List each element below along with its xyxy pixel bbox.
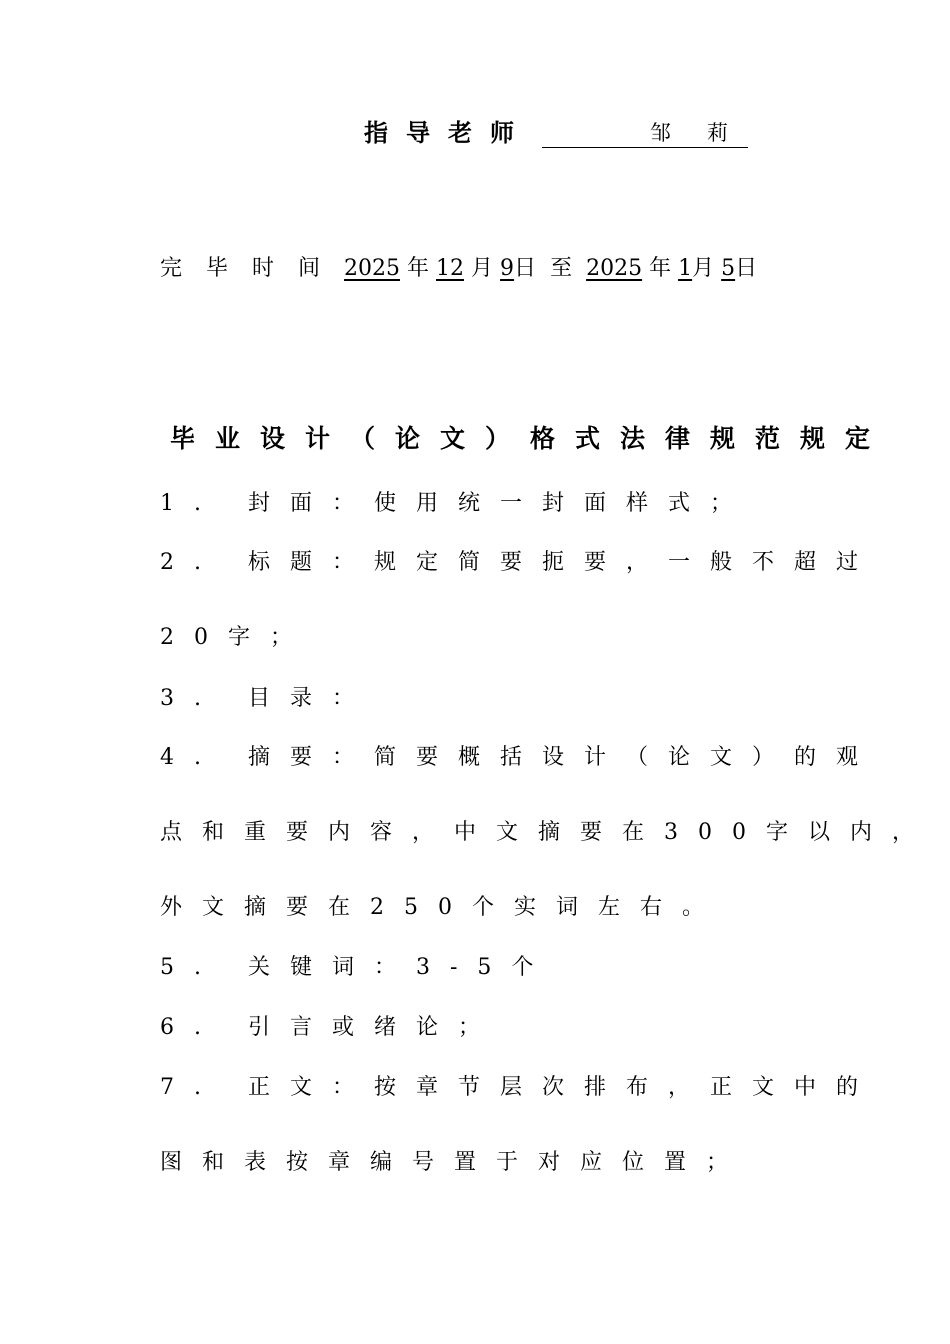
- start-year-unit: 年: [407, 256, 430, 281]
- advisor-label: 指导老师: [364, 119, 532, 147]
- completion-label: 完毕时间: [160, 256, 345, 281]
- completion-row: [160, 254, 757, 284]
- advisor-underline: [542, 121, 764, 148]
- list-item: 5. 关键词：3-5个: [160, 955, 554, 980]
- end-day-unit: 日: [735, 256, 758, 281]
- start-month-unit: 月: [471, 256, 494, 281]
- advisor-row: [364, 118, 764, 148]
- section-title: 毕业设计（论文）格式法律规范规定: [170, 424, 891, 453]
- start-year: 2025: [344, 256, 401, 281]
- list-item: 20字；: [160, 625, 312, 650]
- list-item: 7. 正文：按章节层次排布，正文中的: [160, 1075, 878, 1100]
- end-year-unit: 年: [649, 256, 672, 281]
- start-month: 12: [436, 256, 465, 281]
- list-item: 点和重要内容，中文摘要在300字以内，: [160, 820, 934, 845]
- list-item: 1. 封面：使用统一封面样式；: [160, 491, 752, 516]
- list-item: 4. 摘要：简要概括设计（论文）的观: [160, 745, 878, 770]
- advisor-name: 邹莉: [650, 121, 764, 145]
- list-item: 图和表按章编号置于对应位置；: [160, 1150, 749, 1175]
- list-item: 外文摘要在250个实词左右。: [160, 895, 724, 920]
- start-day-unit: 日: [514, 256, 537, 281]
- start-day: 9: [500, 256, 515, 281]
- list-item: 6. 引言或绪论；: [160, 1015, 500, 1040]
- end-month-unit: 月: [692, 256, 715, 281]
- list-item: 2. 标题：规定简要扼要，一般不超过: [160, 550, 878, 575]
- end-month: 1: [678, 256, 693, 281]
- end-day: 5: [721, 256, 736, 281]
- end-year: 2025: [586, 256, 643, 281]
- list-item: 3. 目录：: [160, 686, 374, 711]
- range-to: 至: [550, 256, 573, 281]
